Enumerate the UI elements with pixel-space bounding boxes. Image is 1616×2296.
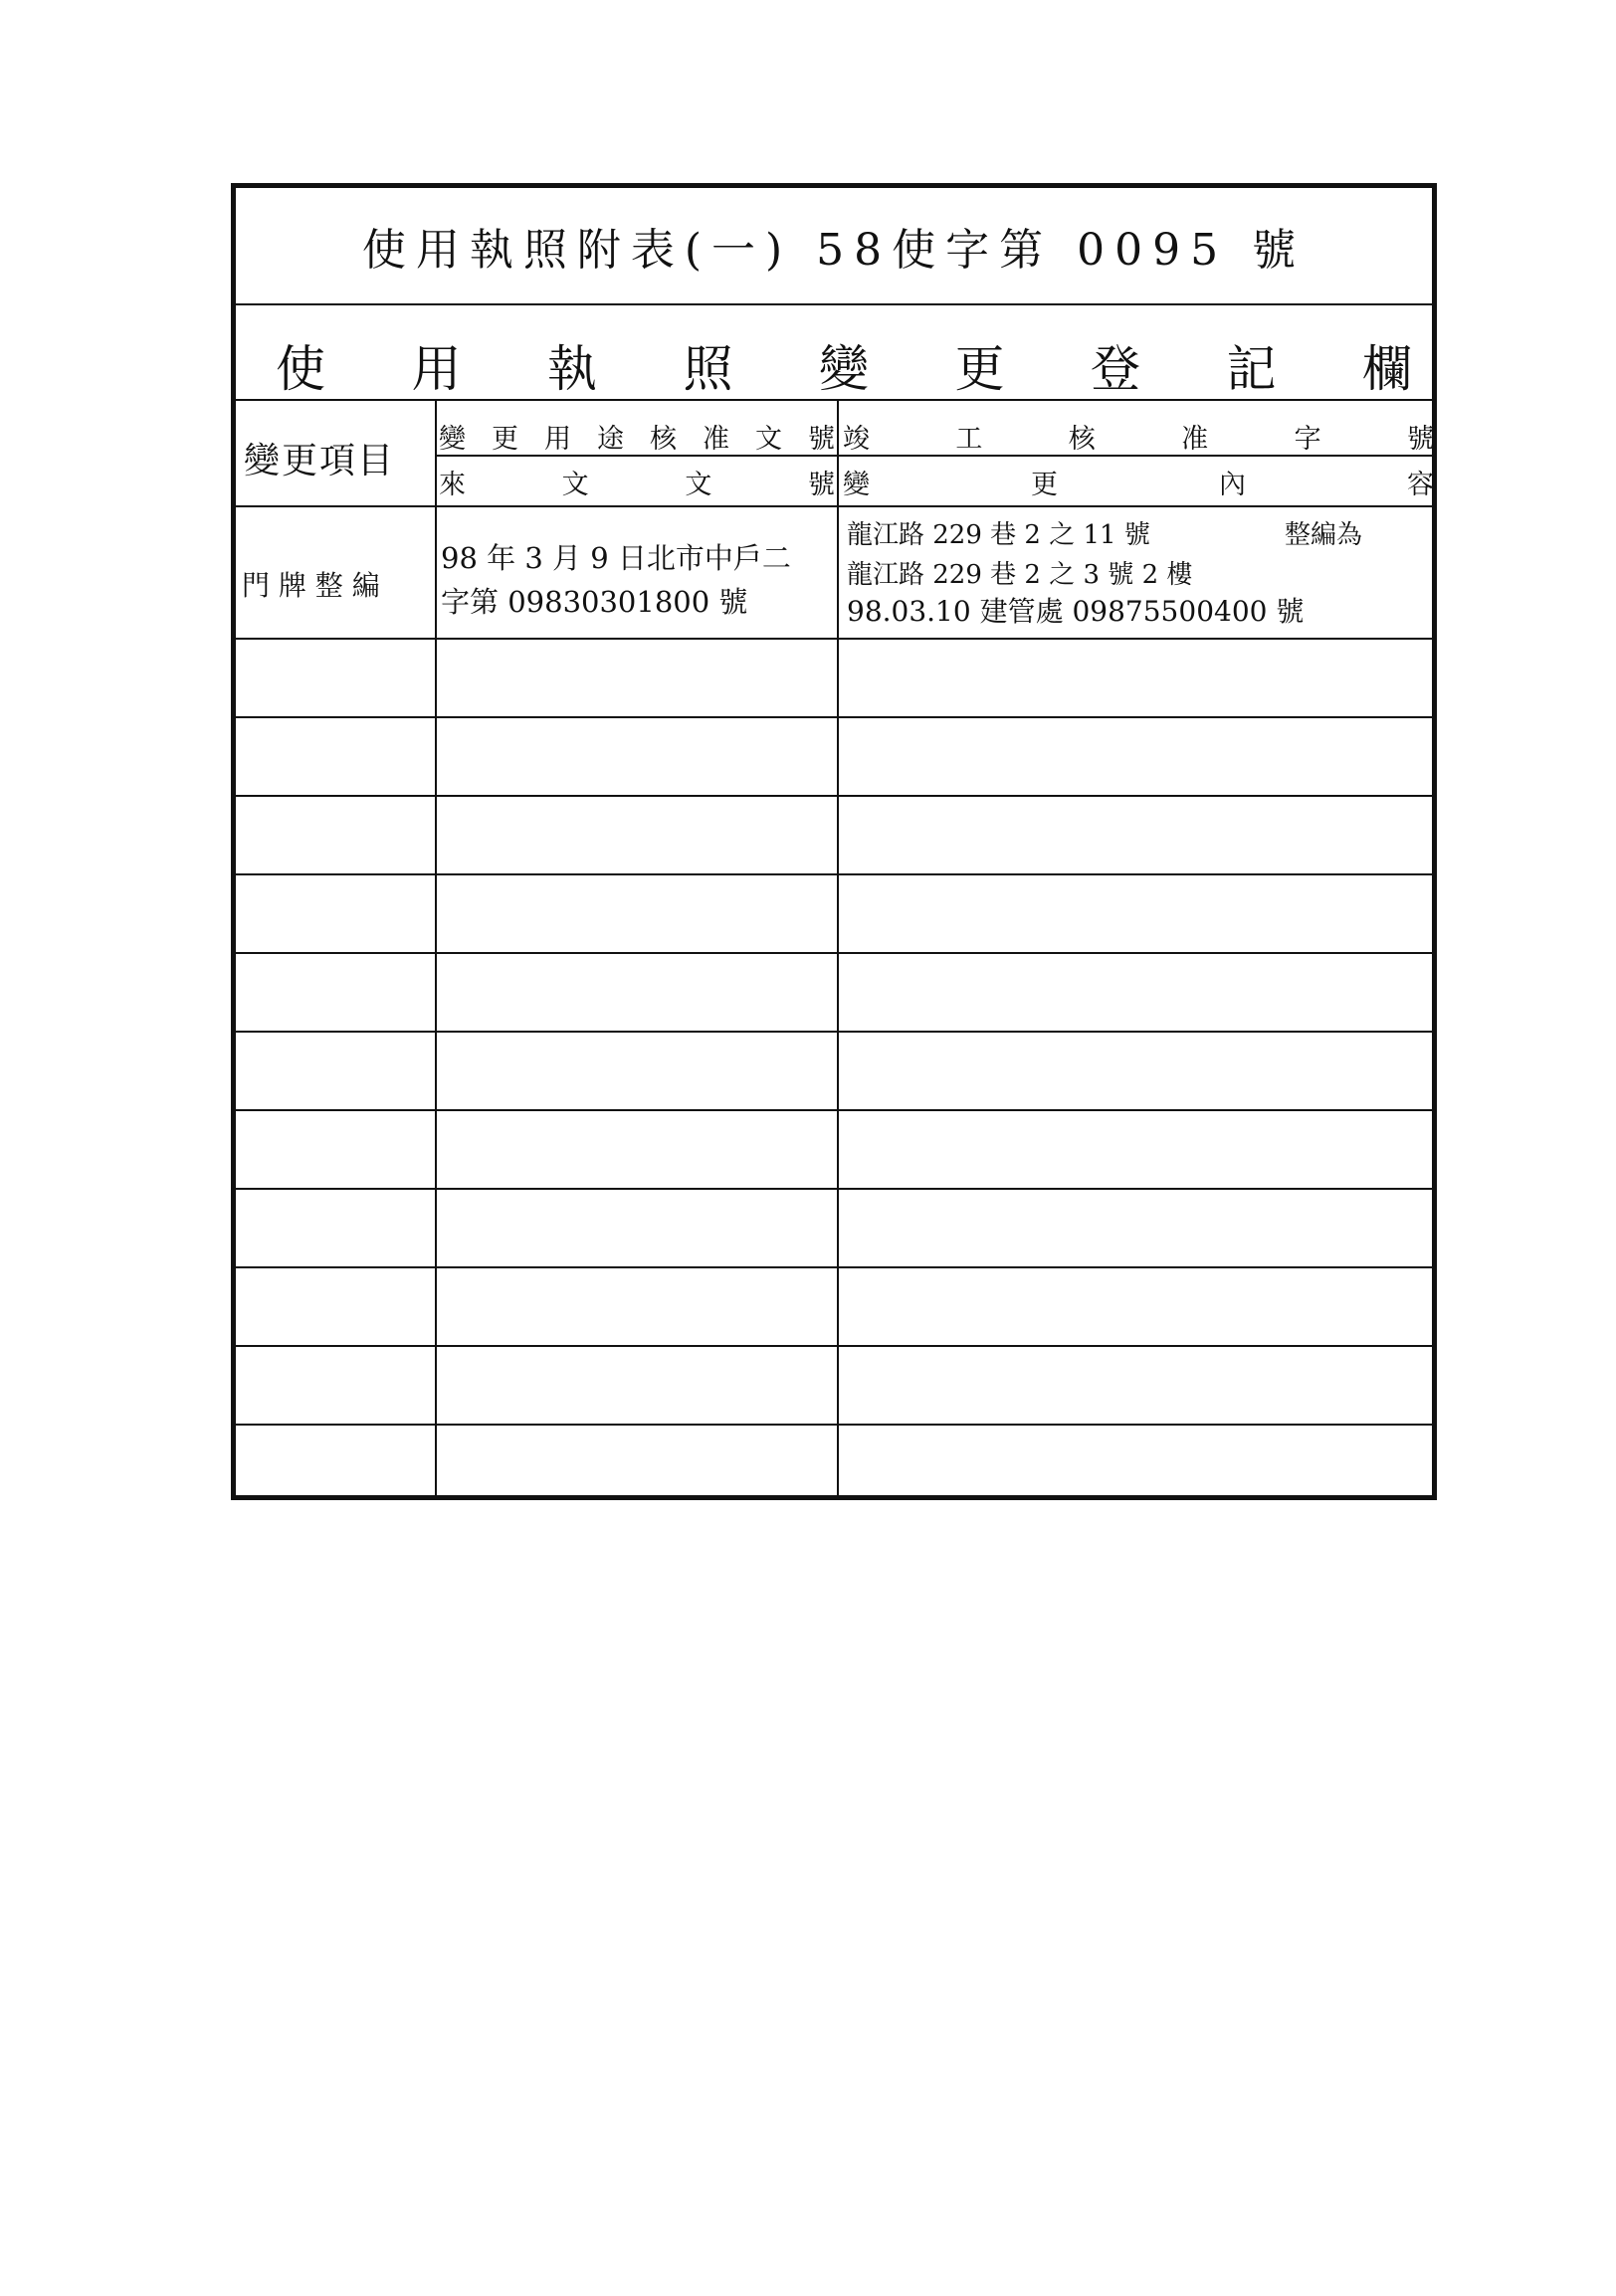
section-title (276, 329, 1412, 398)
row-divider (236, 795, 1432, 797)
section-title-char: 欄 (1362, 340, 1412, 398)
column-divider (435, 399, 437, 1495)
section-title-char: 登 (1091, 340, 1140, 398)
row-content-line1-suffix: 整編為 (1285, 520, 1363, 550)
row-divider (236, 1188, 1432, 1190)
divider (236, 303, 1432, 305)
row-doc-line1: 98 年 3 月 9 日北市中戶二 (441, 541, 791, 575)
section-title-char: 記 (1226, 340, 1277, 398)
row-divider (236, 716, 1432, 718)
header-inner-divider (435, 455, 1432, 457)
column-divider (837, 399, 839, 1495)
section-title-char: 更 (954, 340, 1005, 398)
row-divider (236, 1031, 1432, 1033)
header-change-content: 變 更 內 容 (843, 470, 1434, 500)
form-sheet (231, 183, 1437, 1500)
row-divider (236, 873, 1432, 875)
section-title-char: 使 (276, 340, 325, 398)
row-divider (236, 952, 1432, 954)
header-approval-no: 變 更 用 途 核 准 文 號 (439, 424, 835, 455)
section-title-char: 執 (547, 340, 597, 398)
row-divider (236, 1266, 1432, 1268)
row-divider (236, 1345, 1432, 1347)
row-change-item: 門 牌 整 編 (242, 569, 380, 602)
row-divider (236, 1424, 1432, 1426)
row-content-line1: 龍江路 229 巷 2 之 11 號 (847, 520, 1150, 550)
divider (236, 638, 1432, 640)
row-content-line2: 龍江路 229 巷 2 之 3 號 2 樓 (847, 560, 1193, 590)
row-content-line3: 98.03.10 建管處 09875500400 號 (847, 595, 1305, 628)
section-title-char: 照 (683, 340, 733, 398)
row-divider (236, 1109, 1432, 1111)
form-title: 使用執照附表(一) 58使字第 0095 號 (361, 225, 1307, 276)
header-incoming-doc-no: 來 文 文 號 (439, 470, 835, 500)
header-completion-approval-no: 竣 工 核 准 字 號 (843, 424, 1434, 455)
divider (236, 399, 1432, 401)
header-change-item: 變更項目 (244, 441, 396, 481)
divider (236, 505, 1432, 507)
section-title-char: 用 (411, 340, 462, 398)
row-doc-line2: 字第 09830301800 號 (441, 585, 748, 619)
section-title-char: 變 (819, 340, 869, 398)
